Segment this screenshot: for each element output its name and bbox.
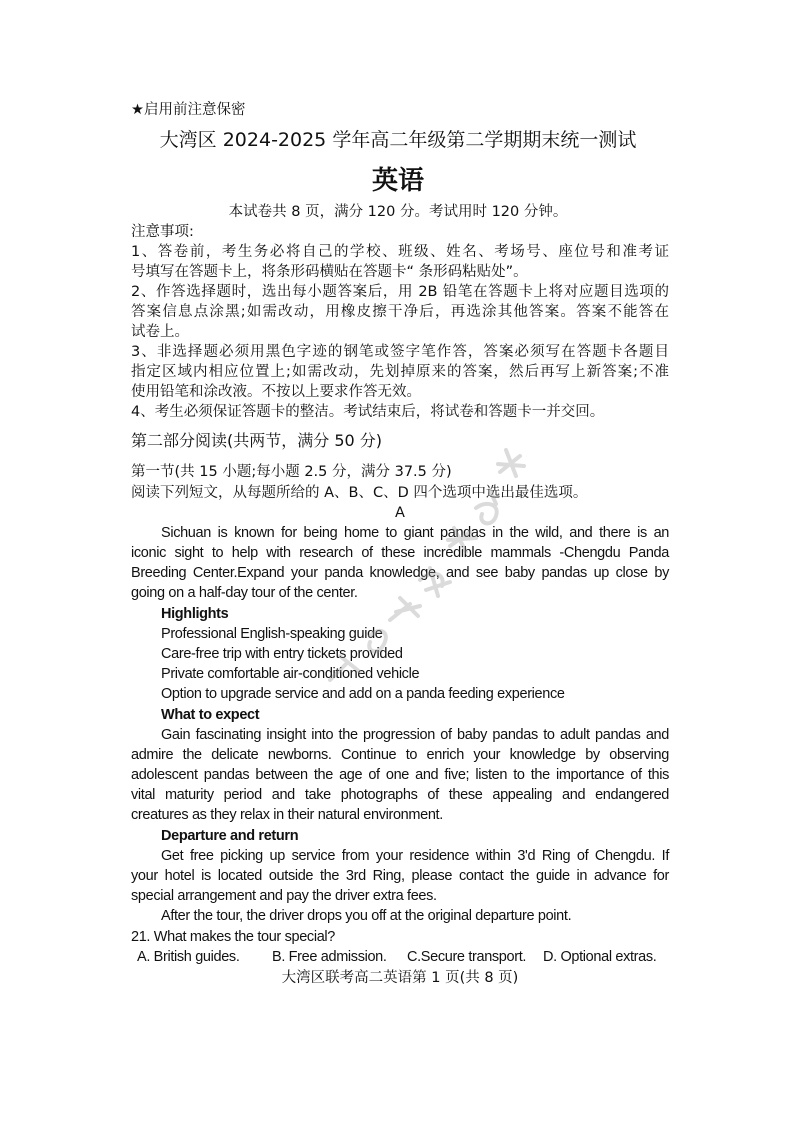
question-21-option-a[interactable]: A. British guides. xyxy=(137,949,240,965)
passage-intro-line-4: going on a half-day tour of the center. xyxy=(131,585,358,601)
note-line-4: 答案信息点涂黑;如需改动，用橡皮擦干净后，再选涂其他答案。答案不能答在 xyxy=(131,304,669,320)
note-line-3: 2、作答选择题时，选出每小题答案后，用 2B 铅笔在答题卡上将对应题目选项的 xyxy=(131,284,669,300)
question-21-option-d[interactable]: D. Optional extras. xyxy=(543,949,657,965)
exam-title: 大湾区 2024-2025 学年高二年级第二学期期末统一测试 xyxy=(159,129,637,151)
question-21-option-b[interactable]: B. Free admission. xyxy=(272,949,387,965)
notes-heading: 注意事项: xyxy=(131,224,194,240)
note-line-6: 3、非选择题必须用黑色字迹的钢笔或签字笔作答，答案必须写在答题卡各题目 xyxy=(131,344,669,360)
note-line-9: 4、考生必须保证答题卡的整洁。考试结束后，将试卷和答题卡一并交回。 xyxy=(131,404,605,420)
expect-line-3: adolescent pandas between the age of one and five; listen to the importance of this xyxy=(131,767,669,783)
departure-line-1: Get free picking up service from your residence within 3'd Ring of Chengdu. If xyxy=(161,848,669,864)
departure-line-4: After the tour, the driver drops you off at the original departure point. xyxy=(161,908,572,924)
note-line-1: 1、答卷前，考生务必将自己的学校、班级、姓名、考场号、座位号和准考证 xyxy=(131,244,669,260)
highlight-item: Professional English-speaking guide xyxy=(161,626,383,642)
highlights-heading: Highlights xyxy=(161,606,229,622)
expect-line-1: Gain fascinating insight into the progression of baby pandas to adult pandas and xyxy=(161,727,669,743)
question-21-option-c[interactable]: C.Secure transport. xyxy=(407,949,527,965)
page-footer: 大湾区联考高二英语第 1 页(共 8 页) xyxy=(281,970,519,986)
expect-line-4: vital maturity period and take photographs of these appealing and endangered xyxy=(131,787,669,803)
departure-line-3: special arrangement and pay the driver extra fees. xyxy=(131,888,437,904)
highlight-item: Care-free trip with entry tickets provided xyxy=(161,646,403,662)
passage-intro-line-3: Breeding Center.Expand your panda knowledge, and see baby pandas up close by xyxy=(131,565,669,581)
passage-label: A xyxy=(395,505,405,521)
note-line-7: 指定区域内相应位置上;如需改动，先划掉原来的答案，然后再写上新答案;不准 xyxy=(131,364,669,380)
section1-instruction: 阅读下列短文，从每题所给的 A、B、C、D 四个选项中选出最佳选项。 xyxy=(131,485,588,501)
note-line-5: 试卷上。 xyxy=(131,324,189,340)
departure-line-2: your hotel is located outside the 3rd Ring, please contact the guide in advance for xyxy=(131,868,669,884)
highlight-item: Private comfortable air-conditioned vehicle xyxy=(161,666,420,682)
confidential-mark: ★启用前注意保密 xyxy=(131,102,246,118)
subject-title: 英语 xyxy=(371,166,424,196)
part2-heading: 第二部分阅读(共两节，满分 50 分) xyxy=(131,431,383,450)
expect-heading: What to expect xyxy=(161,707,260,723)
note-line-8: 使用铅笔和涂改液。不按以上要求作答无效。 xyxy=(131,384,421,400)
passage-intro-line-1: Sichuan is known for being home to giant pandas in the wild, and there is an xyxy=(161,525,669,541)
departure-heading: Departure and return xyxy=(161,828,299,844)
expect-line-5: creatures as they relax in their natural environment. xyxy=(131,807,443,823)
passage-intro-line-2: iconic sight to help with research of these incredible mammals -Chengdu Panda xyxy=(131,545,669,561)
note-line-2: 号填写在答题卡上，将条形码横贴在答题卡“ 条形码粘贴处”。 xyxy=(131,264,528,280)
question-21-stem: 21. What makes the tour special? xyxy=(131,929,335,945)
exam-info: 本试卷共 8 页，满分 120 分。考试用时 120 分钟。 xyxy=(228,204,568,220)
expect-line-2: admire the delicate newborns. Continue to enrich your knowledge by observing xyxy=(131,747,669,763)
highlight-item: Option to upgrade service and add on a panda feeding experience xyxy=(161,686,565,702)
section1-heading: 第一节(共 15 小题;每小题 2.5 分，满分 37.5 分) xyxy=(131,464,452,480)
